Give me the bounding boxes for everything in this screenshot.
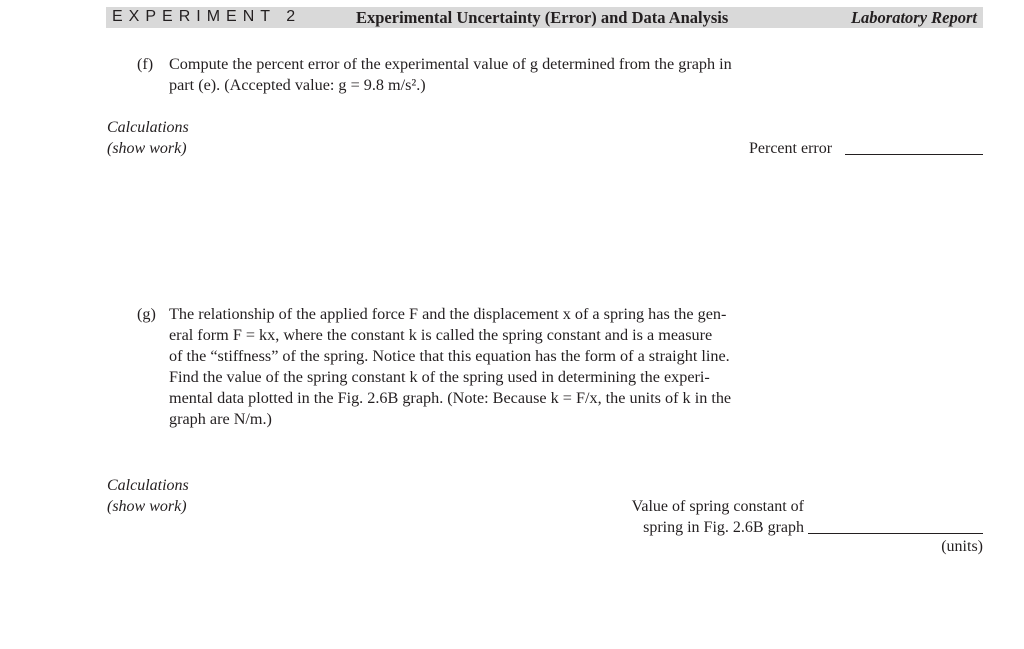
question-g-line: Find the value of the spring constant k of the spring used in determining the experi- (169, 368, 710, 386)
question-f-text (169, 54, 779, 96)
experiment-label: EXPERIMENT 2 (112, 8, 302, 25)
calculations-f (107, 117, 189, 159)
question-f-line: Compute the percent error of the experimental value of g determined from the graph in (169, 55, 732, 73)
experiment-number: 2 (286, 8, 302, 25)
calculations-label: Calculations (107, 477, 189, 494)
question-g-text (169, 304, 779, 430)
spring-constant-answer (617, 496, 804, 538)
units-label: (units) (941, 538, 983, 555)
percent-error-blank[interactable] (845, 154, 983, 155)
question-f-label: (f) (137, 55, 154, 73)
report-label: Laboratory Report (850, 8, 977, 27)
question-f (137, 54, 797, 98)
question-g-line: graph are N/m.) (169, 410, 272, 428)
show-work-label: (show work) (107, 498, 187, 515)
calculations-label: Calculations (107, 119, 189, 136)
calculations-g (107, 475, 189, 517)
percent-error-answer (749, 138, 832, 159)
question-g-label: (g) (137, 305, 156, 323)
question-f-line: part (e). (Accepted value: g = 9.8 m/s².) (169, 76, 426, 94)
percent-error-label: Percent error (749, 140, 833, 157)
spring-constant-label-line: spring in Fig. 2.6B graph (643, 519, 804, 536)
question-g-line: mental data plotted in the Fig. 2.6B graph. (Note: Because k = F/x, the units of k in the (169, 389, 732, 407)
question-g-line: eral form F = kx, where the constant k is called the spring constant and is a measure (169, 326, 713, 344)
header-bar (106, 7, 983, 28)
experiment-title: Experimental Uncertainty (Error) and Data Analysis (356, 8, 729, 27)
show-work-label: (show work) (107, 140, 187, 157)
question-g-line: of the “stiffness” of the spring. Notice that this equation has the form of a straight line. (169, 347, 730, 365)
question-g (137, 304, 797, 434)
spring-constant-blank[interactable] (808, 533, 983, 534)
question-g-line: The relationship of the applied force F and the displacement x of a spring has the gen- (169, 305, 727, 323)
spring-constant-label-line: Value of spring constant of (631, 498, 804, 515)
